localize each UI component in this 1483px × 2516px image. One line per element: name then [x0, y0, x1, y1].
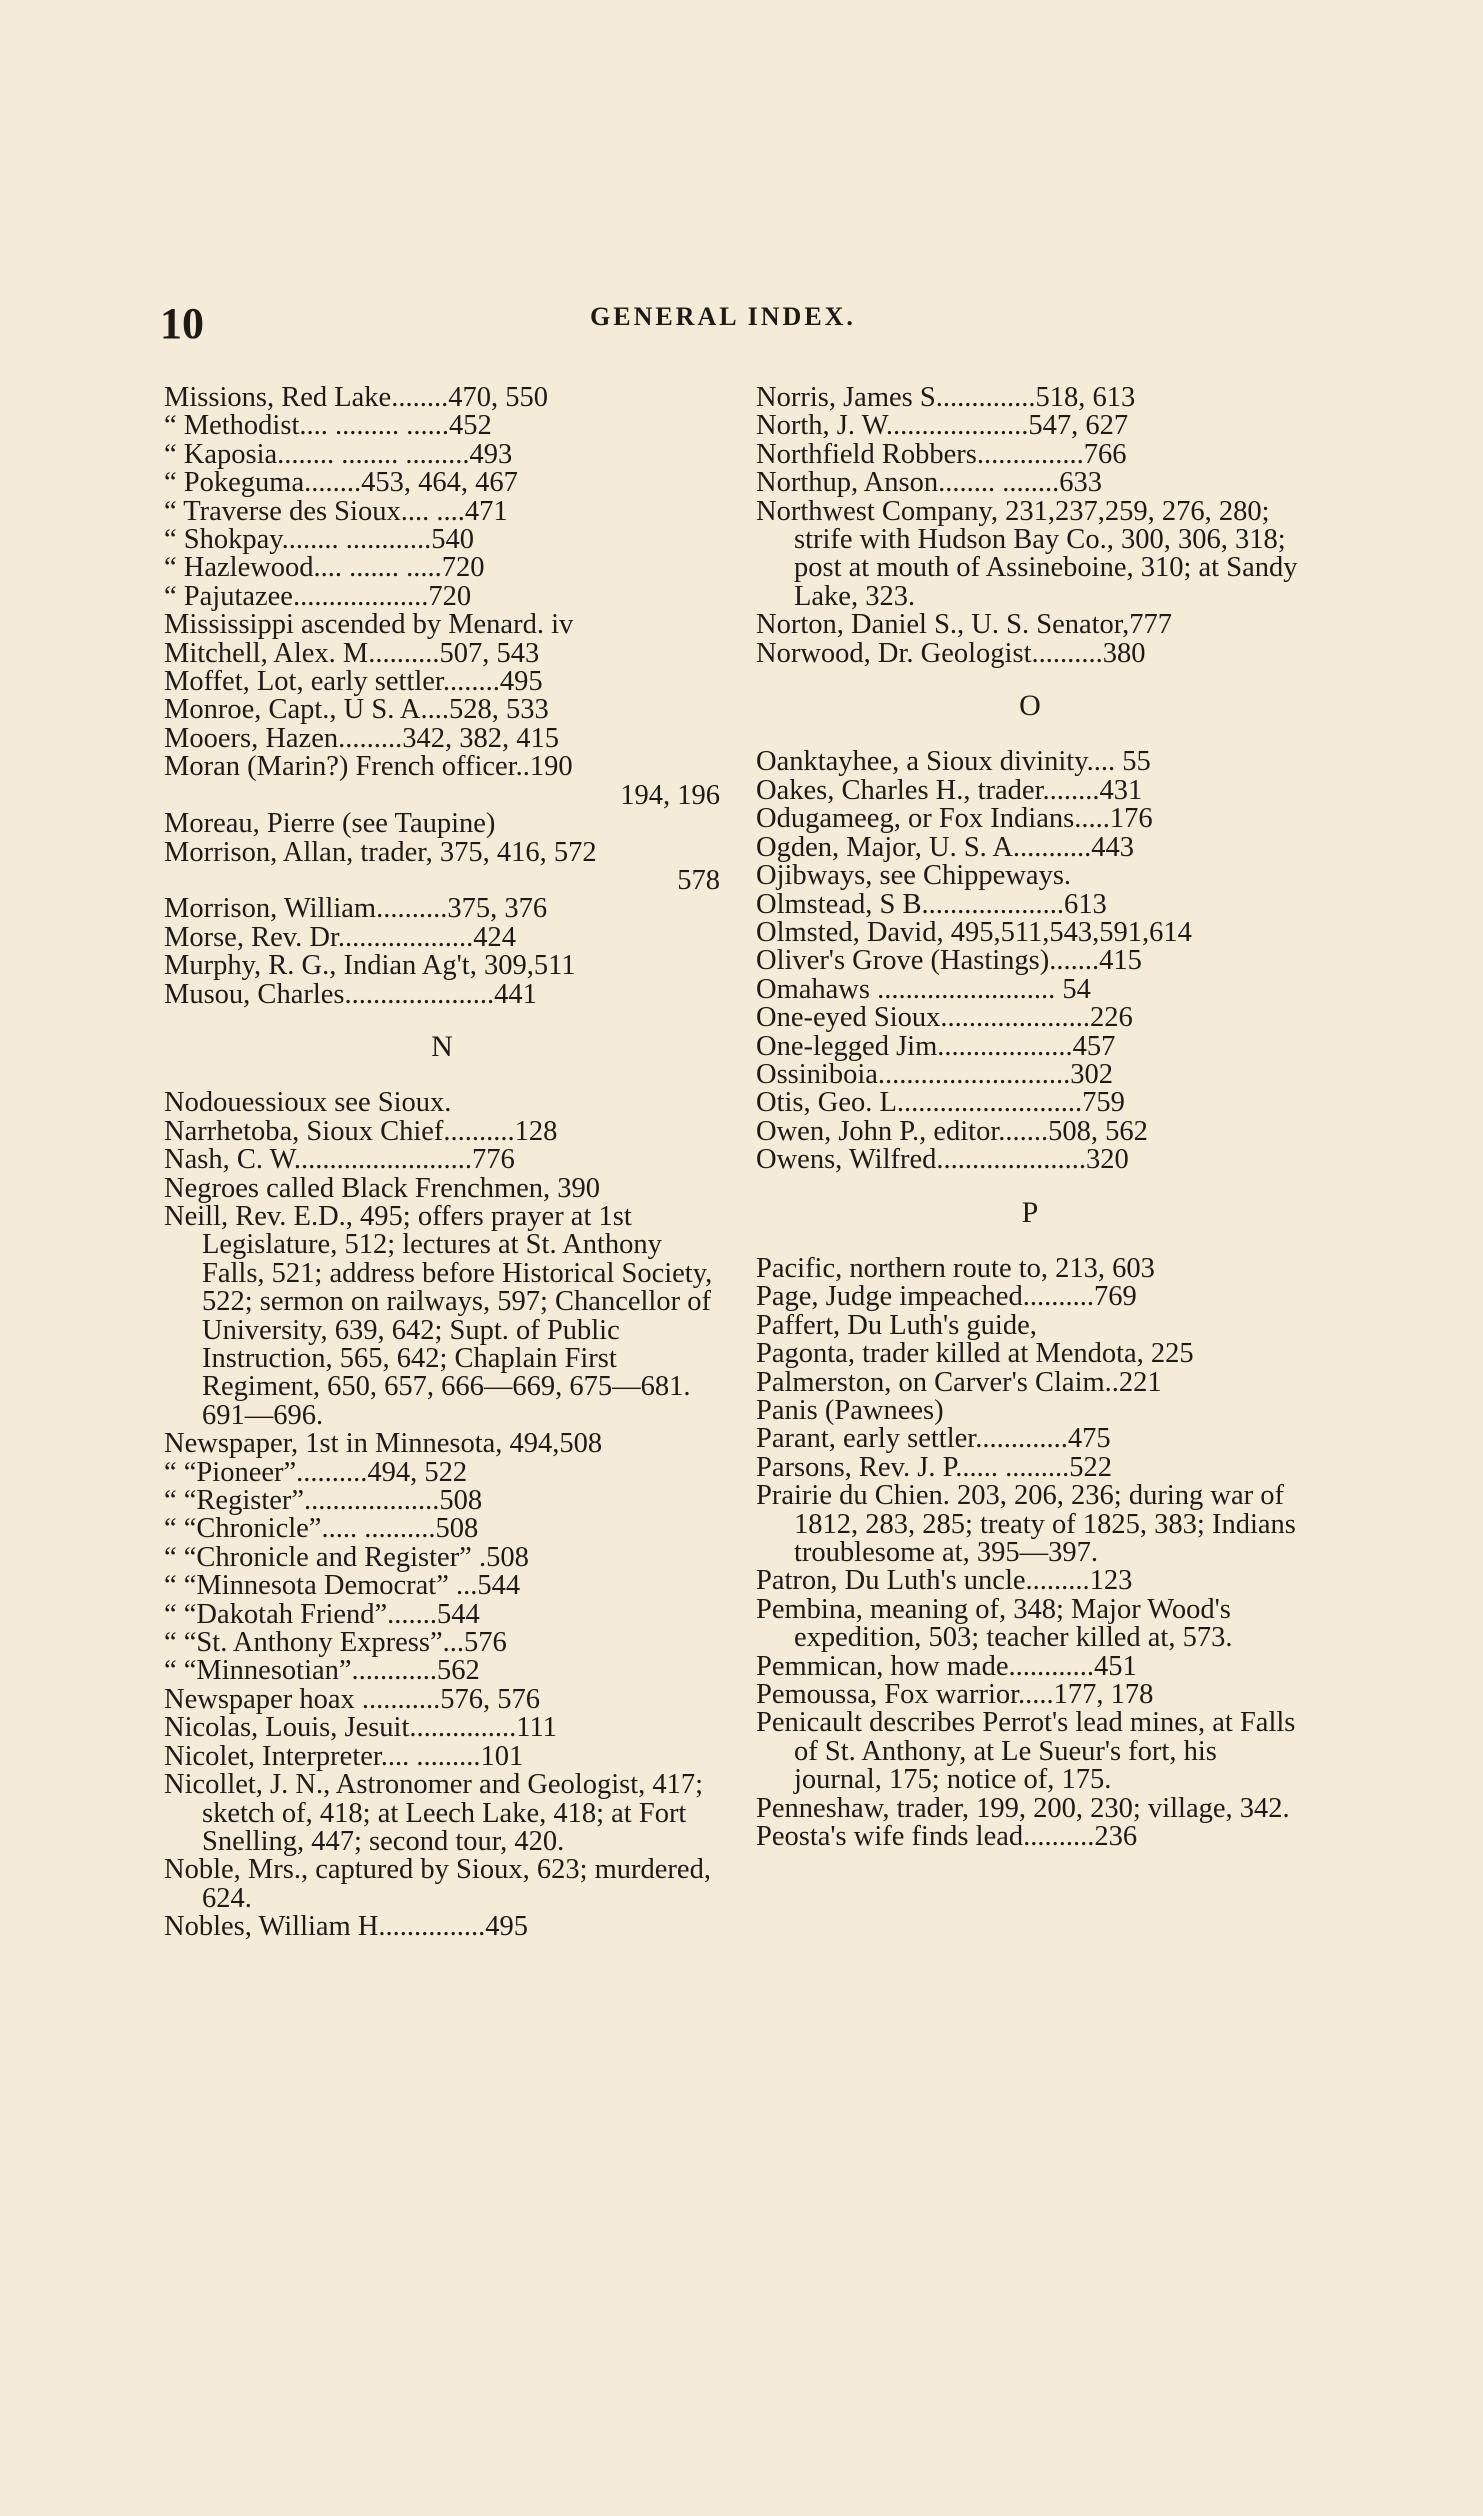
index-entry: Musou, Charles.....................441: [164, 978, 537, 1010]
index-entry: Newspaper hoax ...........576, 576: [164, 1683, 540, 1715]
index-entry: Pemmican, how made............451: [756, 1650, 1137, 1682]
index-entry: Norton, Daniel S., U. S. Senator,777: [756, 609, 1173, 641]
page-number: 10: [160, 299, 204, 348]
index-entry: Page, Judge impeached..........769: [756, 1281, 1137, 1313]
index-entry: Pembina, meaning of, 348; Major Wood's expedition, 503; teacher killed at, 573.: [756, 1593, 1233, 1654]
index-entry: “ “Register”...................508: [164, 1485, 483, 1517]
index-entry: Northwest Company, 231,237,259, 276, 280; strife with Hudson Bay Co., 300, 306, 318; post at mouth of Assineboine, 310; at Sandy Lake, 323.: [756, 495, 1298, 612]
index-entry: Ojibways, see Chippeways.: [756, 860, 1072, 892]
index-entry: Pacific, northern route to, 213, 603: [756, 1252, 1155, 1284]
index-entry: “ “Chronicle”..... ..........508: [164, 1513, 479, 1545]
index-entry: “ Pokeguma........453, 464, 467: [164, 467, 518, 499]
index-entry: Nobles, William H...............495: [164, 1911, 529, 1943]
index-entry: Oanktayhee, a Sioux divinity.... 55: [756, 746, 1151, 778]
index-entry: Mitchell, Alex. M..........507, 543: [164, 637, 540, 669]
index-entry: Mississippi ascended by Menard. iv: [164, 609, 574, 641]
index-entry: “ “Dakotah Friend”.......544: [164, 1598, 480, 1630]
index-entry: “ Hazlewood.... ....... .....720: [164, 552, 485, 584]
index-entry: Penneshaw, trader, 199, 200, 230; village, 342.: [756, 1792, 1290, 1824]
index-column-left: [164, 384, 720, 1942]
index-entry: Nicolet, Interpreter.... .........101: [164, 1740, 524, 1772]
index-entry: Parant, early settler.............475: [756, 1423, 1111, 1455]
index-entry: “ “Minnesota Democrat” ...544: [164, 1570, 521, 1602]
index-entry: Oakes, Charles H., trader........431: [756, 774, 1143, 806]
index-entry: “ Pajutazee...................720: [164, 580, 472, 612]
index-entry: Nicollet, J. N., Astronomer and Geologist, 417; sketch of, 418; at Leech Lake, 418; at Fort Snelling, 447; second tour, 420.: [164, 1769, 704, 1857]
index-entry: “ Shokpay........ ............540: [164, 524, 475, 556]
index-entry: Oliver's Grove (Hastings).......415: [756, 945, 1142, 977]
index-entry: Neill, Rev. E.D., 495; offers prayer at 1st Legislature, 512; lectures at St. Anthony Falls, 521; address before Historical Society, 522; sermon on railways, 597; Chancellor of University, 639, 642; Supt. of Public Instruction, 565, 642; Chaplain First Regiment, 650, 657, 666—669, 675—681. 691—696.: [164, 1200, 713, 1431]
index-entry: Prairie du Chien. 203, 206, 236; during war of 1812, 283, 285; treaty of 1825, 383; Indians troublesome at, 395—397.: [756, 1480, 1296, 1569]
index-entry: Morrison, Allan, trader, 375, 416, 572: [164, 836, 597, 868]
index-entry: Patron, Du Luth's uncle.........123: [756, 1565, 1133, 1597]
section-letter: N: [431, 1029, 453, 1063]
index-entry: Northfield Robbers...............766: [756, 438, 1127, 470]
index-entry: Paffert, Du Luth's guide,: [756, 1309, 1037, 1341]
index-entry: Otis, Geo. L..........................759: [756, 1087, 1125, 1119]
index-entry: Moreau, Pierre (see Taupine): [164, 808, 496, 840]
index-entry: “ “Chronicle and Register” .508: [164, 1541, 529, 1573]
index-entry: Narrhetoba, Sioux Chief..........128: [164, 1115, 558, 1147]
index-entry: Murphy, R. G., Indian Ag't, 309,511: [164, 950, 576, 982]
index-entry: Pemoussa, Fox warrior.....177, 178: [756, 1679, 1154, 1711]
index-entry: Olmstead, S B....................613: [756, 888, 1107, 920]
index-entry: Moffet, Lot, early settler........495: [164, 666, 543, 698]
index-entry: One-legged Jim...................457: [756, 1030, 1116, 1062]
index-entry: Ossiniboia...........................302: [756, 1058, 1114, 1090]
index-entry: Owens, Wilfred.....................320: [756, 1144, 1129, 1176]
index-entry: Noble, Mrs., captured by Sioux, 623; murdered, 624.: [164, 1854, 711, 1914]
index-entry: Penicault describes Perrot's lead mines, at Falls of St. Anthony, at Le Sueur's fort, his journal, 175; notice of, 175.: [756, 1707, 1296, 1796]
index-entry: Newspaper, 1st in Minnesota, 494,508: [164, 1428, 603, 1460]
running-head: GENERAL INDEX.: [590, 302, 856, 331]
index-entry: Negroes called Black Frenchmen, 390: [164, 1172, 601, 1204]
index-entry: Nodouessioux see Sioux.: [164, 1087, 452, 1119]
index-entry: Missions, Red Lake........470, 550: [164, 382, 548, 413]
index-entry: Omahaws ......................... 54: [756, 973, 1091, 1005]
index-entry: “ “Minnesotian”............562: [164, 1655, 480, 1687]
index-entry: Nash, C. W.........................776: [164, 1144, 515, 1176]
index-entry: North, J. W....................547, 627: [756, 410, 1129, 442]
index-entry: Moran (Marin?) French officer..190: [164, 751, 573, 783]
index-entry: Palmerston, on Carver's Claim..221: [756, 1366, 1162, 1398]
index-entry: Ogden, Major, U. S. A...........443: [756, 831, 1135, 863]
index-entry: “ Methodist.... ......... ......452: [164, 410, 492, 442]
index-entry: “ Kaposia........ ........ .........493: [164, 438, 513, 470]
index-entry: Norris, James S..............518, 613: [756, 382, 1136, 413]
index-entry: Norwood, Dr. Geologist..........380: [756, 637, 1146, 669]
section-letter: P: [1021, 1195, 1039, 1229]
index-entry: Olmsted, David, 495,511,543,591,614: [756, 916, 1192, 948]
index-entry: 578: [677, 864, 720, 896]
index-entry: Parsons, Rev. J. P...... .........522: [756, 1451, 1113, 1483]
index-entry: Mooers, Hazen.........342, 382, 415: [164, 722, 559, 754]
index-column-right: [756, 384, 1304, 1852]
index-entry: Nicolas, Louis, Jesuit...............111: [164, 1712, 557, 1744]
index-entry: Owen, John P., editor.......508, 562: [756, 1115, 1148, 1147]
index-entry: Odugameeg, or Fox Indians.....176: [756, 803, 1153, 835]
index-entry: Panis (Pawnees): [756, 1395, 944, 1426]
index-entry: 194, 196: [620, 779, 720, 811]
index-entry: Pagonta, trader killed at Mendota, 225: [756, 1338, 1194, 1370]
section-letter: O: [1019, 689, 1041, 723]
index-entry: Peosta's wife finds lead..........236: [756, 1821, 1138, 1853]
index-entry: One-eyed Sioux.....................226: [756, 1002, 1133, 1034]
index-entry: Monroe, Capt., U S. A....528, 533: [164, 694, 549, 726]
index-entry: Morse, Rev. Dr...................424: [164, 921, 517, 953]
index-entry: “ Traverse des Sioux.... ....471: [164, 495, 508, 527]
index-entry: “ “St. Anthony Express”...576: [164, 1627, 507, 1659]
index-entry: Northup, Anson........ ........633: [756, 467, 1102, 499]
index-entry: Morrison, William..........375, 376: [164, 893, 548, 925]
index-entry: “ “Pioneer”..........494, 522: [164, 1456, 468, 1488]
